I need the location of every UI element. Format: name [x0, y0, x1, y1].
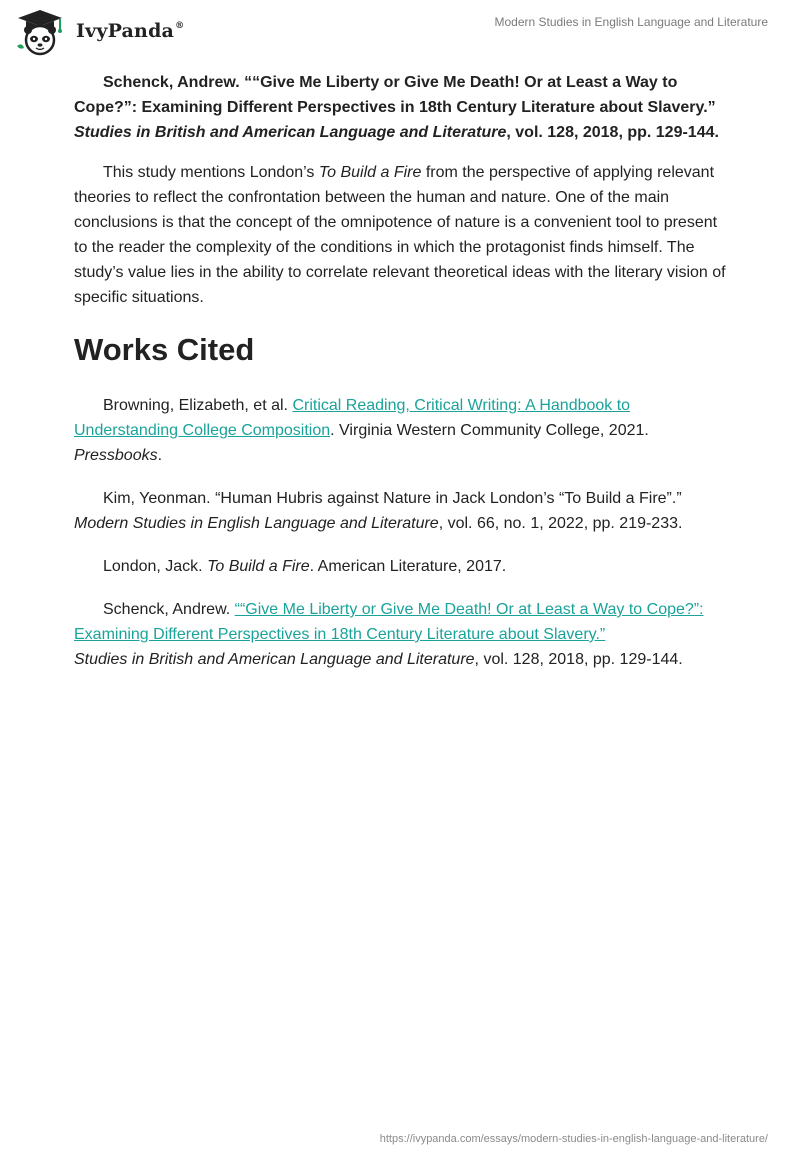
essay-content — [74, 70, 734, 690]
source-url[interactable]: https://ivypanda.com/essays/modern-studies-in-english-language-and-literature/ — [379, 1133, 768, 1145]
citation-browning: Browning, Elizabeth, et al. Critical Reading, Critical Writing: A Handbook to Understanding College Composition. Virginia Western Community College, 2021. Pressbooks. — [74, 397, 649, 464]
document-title: Modern Studies in English Language and Literature — [494, 15, 768, 29]
ivypanda-logo-icon[interactable] — [14, 8, 66, 56]
citation-kim: Kim, Yeonman. “Human Hubris against Nature in Jack London’s “To Build a Fire”.” Modern Studies in English Language and Literature, vol. 66, no. 1, 2022, pp. 219-233. — [74, 490, 683, 532]
citation-london: London, Jack. To Build a Fire. American Literature, 2017. — [103, 558, 507, 575]
citation-link[interactable]: ““Give Me Liberty or Give Me Death! Or at Least a Way to Cope?”: Examining Different Perspectives in 18th Century Literature about Slavery.” — [74, 601, 704, 643]
annotated-bibliography-entry: Schenck, Andrew. ““Give Me Liberty or Give Me Death! Or at Least a Way to Cope?”: Examining Different Perspectives in 18th Century Literature about Slavery.” Studies in British and American Language and Literature, vol. 128, 2018, pp. 129-144. — [74, 74, 719, 141]
page-header — [0, 0, 800, 60]
annotation-paragraph: This study mentions London’s To Build a Fire from the perspective of applying relevant theories to reflect the confrontation between the human and nature. One of the main conclusions is that the concept of the omnipotence of nature is a convenient tool to present to the reader the complexity of the conditions in which the protagonist finds himself. The study’s value lies in the ability to correlate relevant theoretical ideas with the literary vision of specific situations. — [74, 164, 726, 306]
works-cited-heading: Works Cited — [74, 332, 255, 367]
brand-name[interactable]: IvyPanda® — [76, 20, 185, 42]
citation-link[interactable]: Critical Reading, Critical Writing: A Handbook to Understanding College Composition — [74, 397, 631, 439]
citation-schenck: Schenck, Andrew. ““Give Me Liberty or Give Me Death! Or at Least a Way to Cope?”: Examining Different Perspectives in 18th Century Literature about Slavery.” Studies in British and American Language and Literature, vol. 128, 2018, pp. 129-144. — [74, 601, 704, 668]
